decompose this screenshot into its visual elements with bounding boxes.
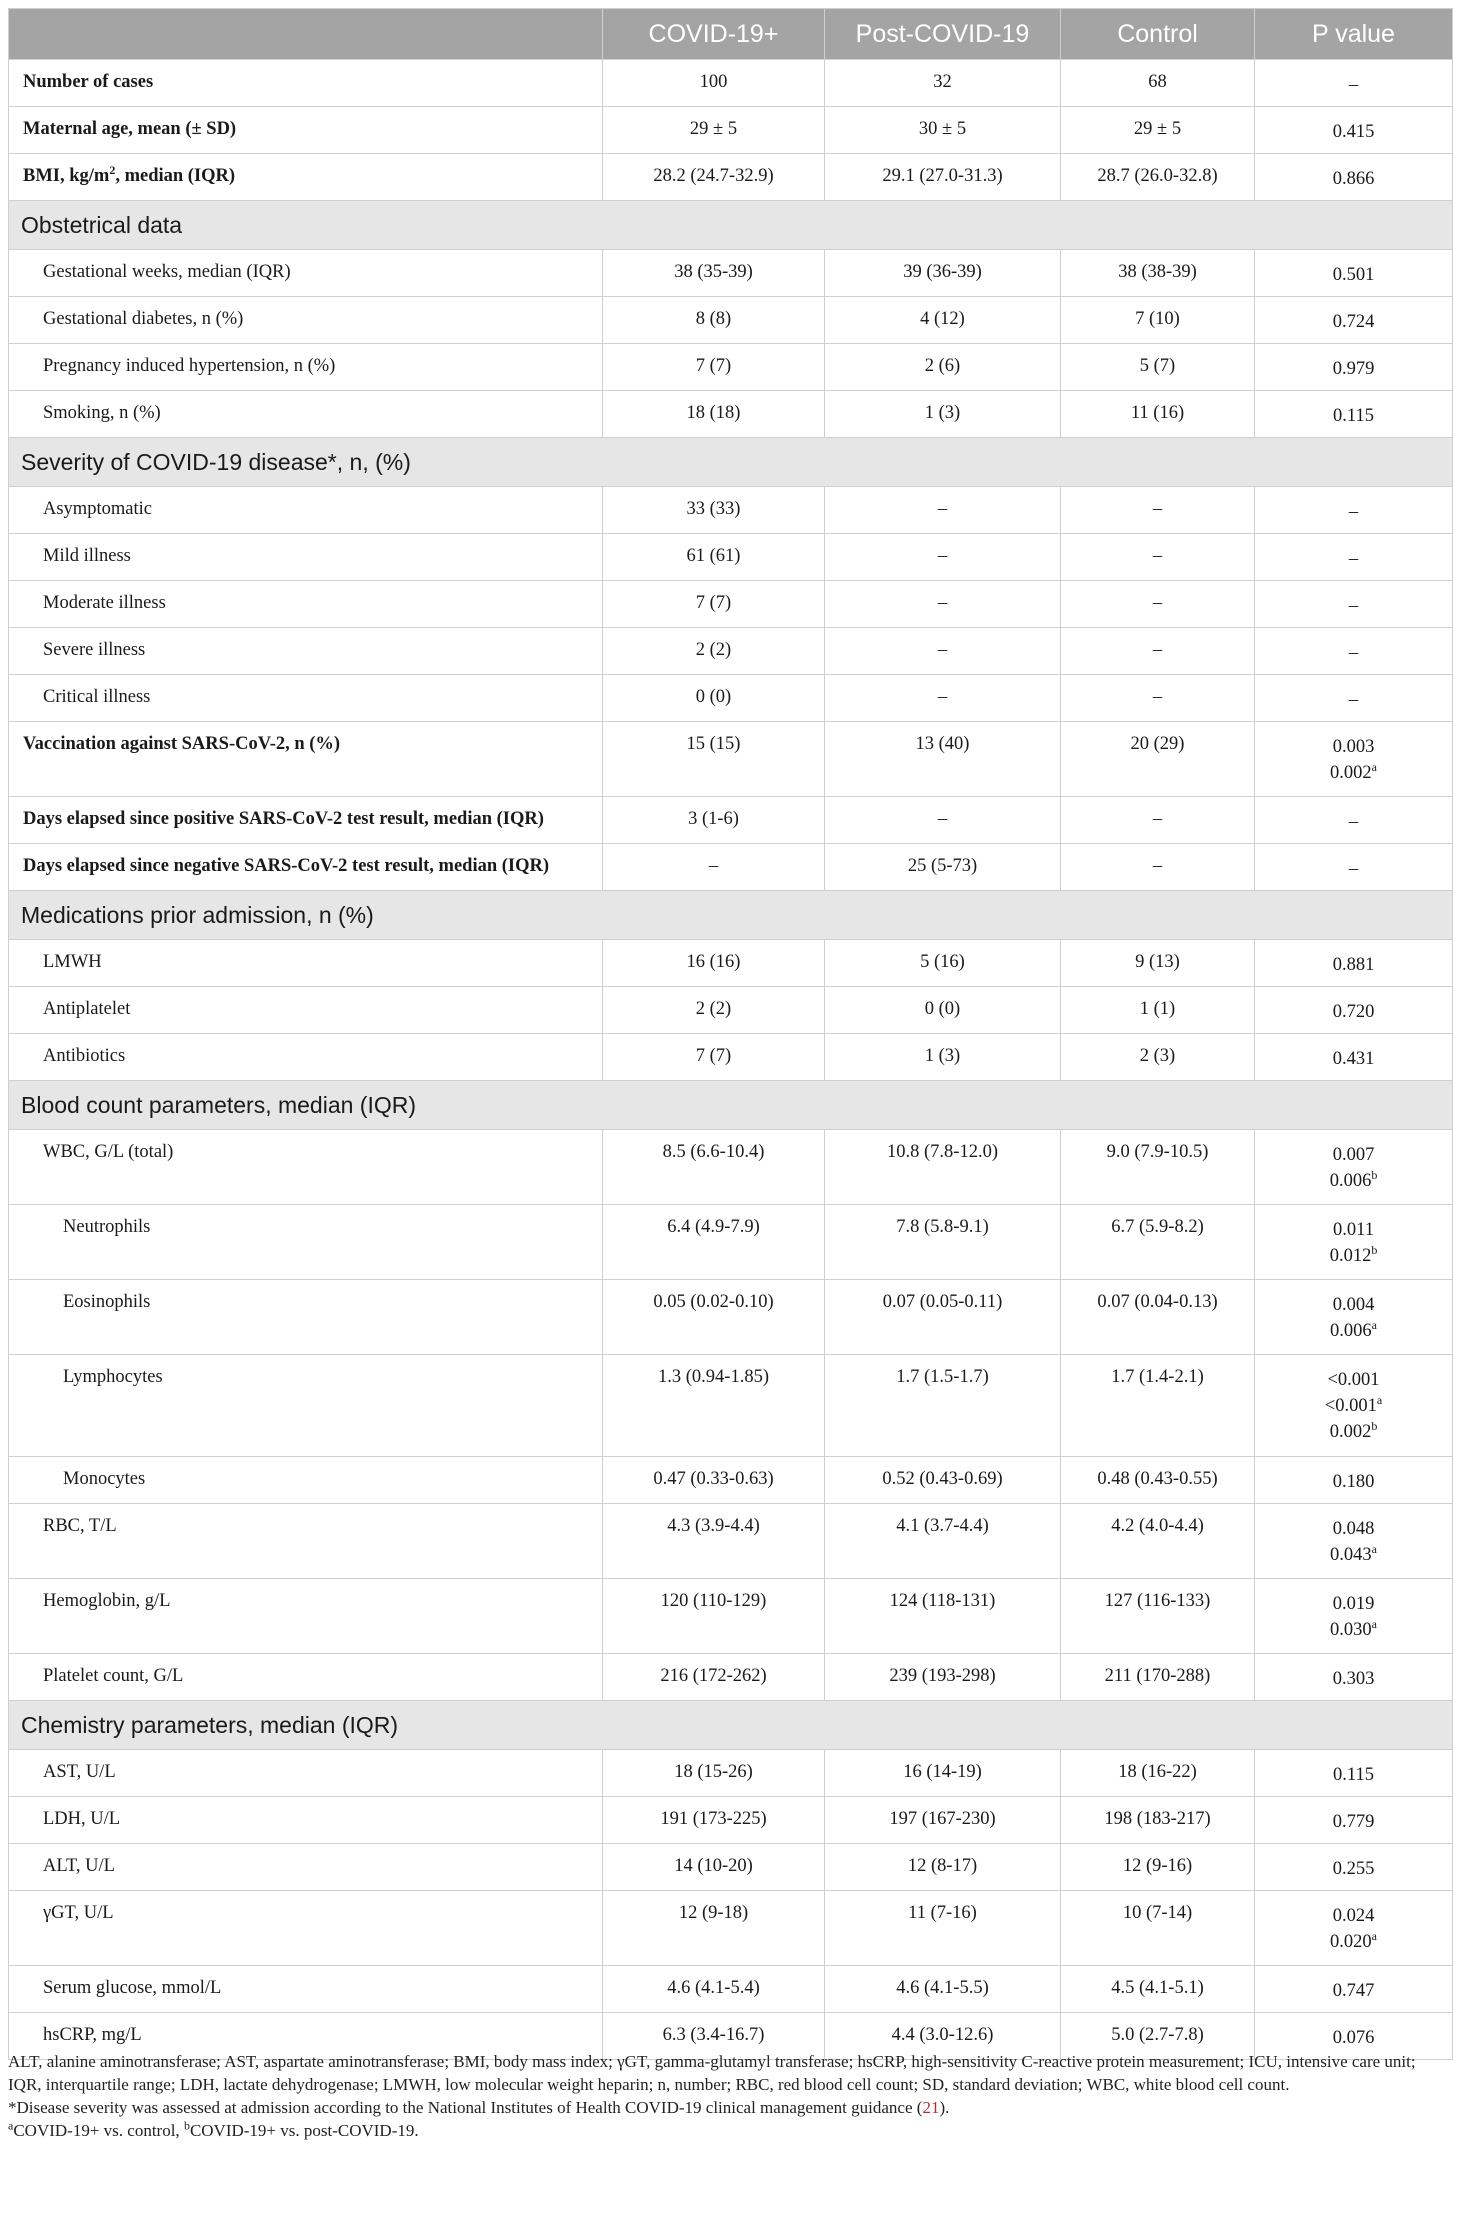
p-value: 0.501 xyxy=(1332,265,1375,285)
covid-value-cell: 33 (33) xyxy=(603,487,825,534)
p-value: 0.020$^a$ xyxy=(1330,1928,1377,1952)
row-label: hsCRP, mg/L xyxy=(9,2013,603,2060)
section-title: Severity of COVID-19 disease*, n, (%) xyxy=(9,438,1453,487)
section-title: Chemistry parameters, median (IQR) xyxy=(9,1701,1453,1750)
p-value: 0.019 xyxy=(1332,1594,1375,1614)
row-label: RBC, T/L xyxy=(9,1504,603,1579)
covid-value-cell: – xyxy=(603,844,825,891)
table-row xyxy=(9,1579,1453,1654)
covid-value-cell: 1.3 (0.94-1.85) xyxy=(603,1355,825,1457)
covid-value-cell: 3 (1-6) xyxy=(603,797,825,844)
control-value-cell: 10 (7-14) xyxy=(1061,1891,1255,1966)
table-row xyxy=(9,1654,1453,1701)
row-label: LMWH xyxy=(9,940,603,987)
p-value: 0.720 xyxy=(1332,1002,1375,1022)
covid-value-cell: 12 (9-18) xyxy=(603,1891,825,1966)
p-value: 0.006$^b$ xyxy=(1329,1167,1378,1191)
table-row xyxy=(9,1504,1453,1579)
control-value-cell: 127 (116-133) xyxy=(1061,1579,1255,1654)
p-value: 0.431 xyxy=(1332,1049,1375,1069)
post-covid-value-cell: 13 (40) xyxy=(825,722,1061,797)
post-covid-value-cell: – xyxy=(825,675,1061,722)
p-value: – xyxy=(1348,549,1359,569)
p-value-cell xyxy=(1255,1654,1453,1701)
p-value: 0.303 xyxy=(1332,1669,1375,1689)
post-covid-value-cell: 197 (167-230) xyxy=(825,1797,1061,1844)
covid-value-cell: 16 (16) xyxy=(603,940,825,987)
control-value-cell: – xyxy=(1061,534,1255,581)
table-row xyxy=(9,250,1453,297)
covid-value-cell: 15 (15) xyxy=(603,722,825,797)
table-row xyxy=(9,581,1453,628)
covid-value-cell: 18 (18) xyxy=(603,391,825,438)
post-covid-value-cell: 16 (14-19) xyxy=(825,1750,1061,1797)
table-row xyxy=(9,1355,1453,1457)
post-covid-value-cell: 32 xyxy=(825,60,1061,107)
p-value: – xyxy=(1348,859,1359,879)
post-covid-value-cell: 0.52 (0.43-0.69) xyxy=(825,1457,1061,1504)
p-value-cell xyxy=(1255,844,1453,891)
p-value: 0.866 xyxy=(1332,169,1375,189)
row-label: Asymptomatic xyxy=(9,487,603,534)
p-value-cell xyxy=(1255,628,1453,675)
covid-value-cell: 18 (15-26) xyxy=(603,1750,825,1797)
p-value-cell xyxy=(1255,940,1453,987)
table-row xyxy=(9,1750,1453,1797)
control-value-cell: 6.7 (5.9-8.2) xyxy=(1061,1205,1255,1280)
covid-value-cell: 0.05 (0.02-0.10) xyxy=(603,1280,825,1355)
control-value-cell: 1.7 (1.4-2.1) xyxy=(1061,1355,1255,1457)
control-value-cell: 18 (16-22) xyxy=(1061,1750,1255,1797)
table-row xyxy=(9,391,1453,438)
section-header-row xyxy=(9,201,1453,250)
row-label: LDH, U/L xyxy=(9,1797,603,1844)
control-value-cell: 198 (183-217) xyxy=(1061,1797,1255,1844)
p-value: 0.002$^a$ xyxy=(1330,759,1377,783)
row-label: ALT, U/L xyxy=(9,1844,603,1891)
post-covid-value-cell: 11 (7-16) xyxy=(825,1891,1061,1966)
p-value-cell xyxy=(1255,1130,1453,1205)
control-value-cell: – xyxy=(1061,675,1255,722)
post-covid-value-cell: 0 (0) xyxy=(825,987,1061,1034)
control-value-cell: 20 (29) xyxy=(1061,722,1255,797)
post-covid-value-cell: 0.07 (0.05-0.11) xyxy=(825,1280,1061,1355)
table-body xyxy=(9,60,1453,2060)
control-value-cell: 9.0 (7.9-10.5) xyxy=(1061,1130,1255,1205)
post-covid-value-cell: 10.8 (7.8-12.0) xyxy=(825,1130,1061,1205)
row-label: Eosinophils xyxy=(9,1280,603,1355)
control-value-cell: 5 (7) xyxy=(1061,344,1255,391)
p-value: 0.881 xyxy=(1332,955,1375,975)
section-title: Blood count parameters, median (IQR) xyxy=(9,1081,1453,1130)
row-label: Gestational weeks, median (IQR) xyxy=(9,250,603,297)
table-row xyxy=(9,1130,1453,1205)
p-value: – xyxy=(1348,643,1359,663)
control-value-cell: 68 xyxy=(1061,60,1255,107)
p-value: 0.747 xyxy=(1332,1981,1375,2001)
p-value-cell xyxy=(1255,297,1453,344)
covid-value-cell: 7 (7) xyxy=(603,1034,825,1081)
table-header-row xyxy=(9,9,1453,60)
p-value-cell xyxy=(1255,1891,1453,1966)
covid-value-cell: 28.2 (24.7-32.9) xyxy=(603,154,825,201)
control-value-cell: 29 ± 5 xyxy=(1061,107,1255,154)
p-value: 0.012$^b$ xyxy=(1329,1242,1378,1266)
p-value-cell xyxy=(1255,675,1453,722)
post-covid-value-cell: 1 (3) xyxy=(825,391,1061,438)
post-covid-value-cell: 39 (36-39) xyxy=(825,250,1061,297)
post-covid-value-cell: – xyxy=(825,534,1061,581)
control-value-cell: – xyxy=(1061,797,1255,844)
p-value-cell xyxy=(1255,1966,1453,2013)
table-row xyxy=(9,1457,1453,1504)
table-row xyxy=(9,1891,1453,1966)
covid-value-cell: 120 (110-129) xyxy=(603,1579,825,1654)
control-value-cell: 1 (1) xyxy=(1061,987,1255,1034)
section-header-row xyxy=(9,1081,1453,1130)
control-value-cell: 2 (3) xyxy=(1061,1034,1255,1081)
section-header-row xyxy=(9,891,1453,940)
table-row xyxy=(9,1966,1453,2013)
control-value-cell: 9 (13) xyxy=(1061,940,1255,987)
control-value-cell: 5.0 (2.7-7.8) xyxy=(1061,2013,1255,2060)
table-row xyxy=(9,940,1453,987)
covid-value-cell: 38 (35-39) xyxy=(603,250,825,297)
table-row xyxy=(9,107,1453,154)
p-value: 0.002$^b$ xyxy=(1329,1418,1378,1442)
p-value: 0.724 xyxy=(1332,312,1375,332)
table-row xyxy=(9,675,1453,722)
row-label: Hemoglobin, g/L xyxy=(9,1579,603,1654)
post-covid-value-cell: – xyxy=(825,581,1061,628)
p-value-cell xyxy=(1255,1205,1453,1280)
table-footnotes xyxy=(8,2050,1452,2142)
covid-value-cell: 2 (2) xyxy=(603,987,825,1034)
p-value-cell xyxy=(1255,1750,1453,1797)
table-row xyxy=(9,1034,1453,1081)
covid-value-cell: 4.6 (4.1-5.4) xyxy=(603,1966,825,2013)
table-row xyxy=(9,60,1453,107)
p-value-cell xyxy=(1255,797,1453,844)
control-value-cell: 11 (16) xyxy=(1061,391,1255,438)
post-covid-value-cell: – xyxy=(825,797,1061,844)
p-value: – xyxy=(1348,812,1359,832)
p-value: 0.115 xyxy=(1333,1765,1374,1785)
table-row xyxy=(9,1844,1453,1891)
section-header-row xyxy=(9,1701,1453,1750)
row-label: AST, U/L xyxy=(9,1750,603,1797)
control-value-cell: 4.5 (4.1-5.1) xyxy=(1061,1966,1255,2013)
row-label: Antiplatelet xyxy=(9,987,603,1034)
post-covid-value-cell: 124 (118-131) xyxy=(825,1579,1061,1654)
p-value-cell xyxy=(1255,1504,1453,1579)
covid-value-cell: 0 (0) xyxy=(603,675,825,722)
table-row xyxy=(9,1205,1453,1280)
table-row xyxy=(9,722,1453,797)
p-value-cell xyxy=(1255,987,1453,1034)
post-covid-value-cell: 30 ± 5 xyxy=(825,107,1061,154)
table-row xyxy=(9,797,1453,844)
p-value: 0.006$^a$ xyxy=(1330,1317,1377,1341)
p-value-cell xyxy=(1255,722,1453,797)
p-value-cell xyxy=(1255,1457,1453,1504)
p-value-cell xyxy=(1255,391,1453,438)
section-header-row xyxy=(9,438,1453,487)
row-label: Smoking, n (%) xyxy=(9,391,603,438)
table-row xyxy=(9,844,1453,891)
header-cell-blank xyxy=(9,9,603,60)
post-covid-value-cell: 4 (12) xyxy=(825,297,1061,344)
p-value-cell xyxy=(1255,1579,1453,1654)
p-value: <0.001$^a$ xyxy=(1324,1392,1383,1416)
p-value: 0.003 xyxy=(1332,737,1375,757)
severity-note: *Disease severity was assessed at admission according to the National Institutes of Health COVID-19 clinical management guidance (21). xyxy=(8,2098,950,2117)
covid-value-cell: 29 ± 5 xyxy=(603,107,825,154)
p-value: – xyxy=(1348,596,1359,616)
table-row xyxy=(9,297,1453,344)
p-value: 0.255 xyxy=(1332,1859,1375,1879)
post-covid-value-cell: 4.6 (4.1-5.5) xyxy=(825,1966,1061,2013)
reference-link[interactable]: 21 xyxy=(922,2098,940,2117)
p-value: 0.779 xyxy=(1332,1812,1375,1832)
section-title: Obstetrical data xyxy=(9,201,1453,250)
p-value: 0.024 xyxy=(1332,1906,1375,1926)
row-label: Severe illness xyxy=(9,628,603,675)
table-row xyxy=(9,1797,1453,1844)
control-value-cell: 7 (10) xyxy=(1061,297,1255,344)
post-covid-value-cell: 12 (8-17) xyxy=(825,1844,1061,1891)
p-value: 0.007 xyxy=(1332,1145,1375,1165)
row-label: Number of cases xyxy=(9,60,603,107)
row-label: Antibiotics xyxy=(9,1034,603,1081)
row-label: BMI, $kg/m^2$, median (IQR) xyxy=(9,154,603,201)
row-label: Days elapsed since positive SARS-CoV-2 test result, median (IQR) xyxy=(9,797,603,844)
p-value: – xyxy=(1348,502,1359,522)
row-label: Moderate illness xyxy=(9,581,603,628)
p-value: 0.043$^a$ xyxy=(1330,1541,1377,1565)
covid-value-cell: 2 (2) xyxy=(603,628,825,675)
covid-value-cell: 14 (10-20) xyxy=(603,1844,825,1891)
post-covid-value-cell: 29.1 (27.0-31.3) xyxy=(825,154,1061,201)
p-value-cell xyxy=(1255,60,1453,107)
post-covid-value-cell: 1.7 (1.5-1.7) xyxy=(825,1355,1061,1457)
covid-value-cell: 61 (61) xyxy=(603,534,825,581)
post-covid-value-cell: – xyxy=(825,487,1061,534)
section-title: Medications prior admission, n (%) xyxy=(9,891,1453,940)
control-value-cell: 4.2 (4.0-4.4) xyxy=(1061,1504,1255,1579)
table-row xyxy=(9,344,1453,391)
covid-value-cell: 8.5 (6.6-10.4) xyxy=(603,1130,825,1205)
table-row xyxy=(9,487,1453,534)
row-label: Lymphocytes xyxy=(9,1355,603,1457)
data-table xyxy=(8,8,1453,2060)
table-row xyxy=(9,1280,1453,1355)
control-value-cell: 211 (170-288) xyxy=(1061,1654,1255,1701)
p-value: – xyxy=(1348,690,1359,710)
p-value-cell xyxy=(1255,534,1453,581)
header-cell-p-value: P value xyxy=(1255,9,1453,60)
row-label: γGT, U/L xyxy=(9,1891,603,1966)
p-value-cell xyxy=(1255,107,1453,154)
comparison-note: $^a$COVID-19+ vs. control, $^b$COVID-19+ vs. post-COVID-19. xyxy=(8,2118,419,2140)
header-cell-covid: COVID-19+ xyxy=(603,9,825,60)
row-label: Platelet count, G/L xyxy=(9,1654,603,1701)
row-label: Gestational diabetes, n (%) xyxy=(9,297,603,344)
row-label: Critical illness xyxy=(9,675,603,722)
control-value-cell: – xyxy=(1061,628,1255,675)
row-label: Maternal age, mean (± SD) xyxy=(9,107,603,154)
post-covid-value-cell: 239 (193-298) xyxy=(825,1654,1061,1701)
p-value-cell xyxy=(1255,1280,1453,1355)
control-value-cell: – xyxy=(1061,487,1255,534)
row-label: WBC, G/L (total) xyxy=(9,1130,603,1205)
p-value: 0.415 xyxy=(1332,122,1375,142)
covid-value-cell: 4.3 (3.9-4.4) xyxy=(603,1504,825,1579)
row-label: Serum glucose, mmol/L xyxy=(9,1966,603,2013)
p-value-cell xyxy=(1255,1797,1453,1844)
p-value-cell xyxy=(1255,1844,1453,1891)
control-value-cell: 0.48 (0.43-0.55) xyxy=(1061,1457,1255,1504)
p-value: 0.004 xyxy=(1332,1295,1375,1315)
p-value: 0.011 xyxy=(1333,1220,1374,1240)
p-value-cell xyxy=(1255,250,1453,297)
table-row xyxy=(9,534,1453,581)
post-covid-value-cell: 5 (16) xyxy=(825,940,1061,987)
abbreviations-note: ALT, alanine aminotransferase; AST, aspartate aminotransferase; BMI, body mass index; γGT, gamma-glutamyl transferase; hsCRP, high-sensitivity C-reactive protein measurement; ICU, intensive care unit; IQR, interquartile range; LDH, lactate dehydrogenase; LMWH, low molecular weight heparin; n, number; RBC, red blood cell count; SD, standard deviation; WBC, white blood cell count. xyxy=(8,2052,1416,2094)
post-covid-value-cell: 2 (6) xyxy=(825,344,1061,391)
covid-value-cell: 7 (7) xyxy=(603,344,825,391)
p-value-cell xyxy=(1255,487,1453,534)
control-value-cell: 38 (38-39) xyxy=(1061,250,1255,297)
row-label: Pregnancy induced hypertension, n (%) xyxy=(9,344,603,391)
covid-value-cell: 0.47 (0.33-0.63) xyxy=(603,1457,825,1504)
post-covid-value-cell: 4.4 (3.0-12.6) xyxy=(825,2013,1061,2060)
covid-value-cell: 7 (7) xyxy=(603,581,825,628)
covid-value-cell: 191 (173-225) xyxy=(603,1797,825,1844)
covid-value-cell: 8 (8) xyxy=(603,297,825,344)
post-covid-value-cell: 7.8 (5.8-9.1) xyxy=(825,1205,1061,1280)
p-value-cell xyxy=(1255,1355,1453,1457)
p-value-cell xyxy=(1255,581,1453,628)
post-covid-value-cell: 25 (5-73) xyxy=(825,844,1061,891)
covid-value-cell: 100 xyxy=(603,60,825,107)
table-row xyxy=(9,628,1453,675)
p-value: <0.001 xyxy=(1327,1370,1380,1390)
row-label: Vaccination against SARS-CoV-2, n (%) xyxy=(9,722,603,797)
row-label: Monocytes xyxy=(9,1457,603,1504)
table-row xyxy=(9,987,1453,1034)
p-value: 0.076 xyxy=(1332,2028,1375,2048)
control-value-cell: 28.7 (26.0-32.8) xyxy=(1061,154,1255,201)
control-value-cell: – xyxy=(1061,581,1255,628)
header-cell-post-covid: Post-COVID-19 xyxy=(825,9,1061,60)
p-value: 0.030$^a$ xyxy=(1330,1616,1377,1640)
p-value: 0.048 xyxy=(1332,1519,1375,1539)
p-value: 0.979 xyxy=(1332,359,1375,379)
p-value-cell xyxy=(1255,1034,1453,1081)
p-value-cell xyxy=(1255,154,1453,201)
control-value-cell: 0.07 (0.04-0.13) xyxy=(1061,1280,1255,1355)
row-label: Mild illness xyxy=(9,534,603,581)
p-value: – xyxy=(1348,75,1359,95)
p-value: 0.180 xyxy=(1332,1472,1375,1492)
post-covid-value-cell: 1 (3) xyxy=(825,1034,1061,1081)
p-value-cell xyxy=(1255,344,1453,391)
header-cell-control: Control xyxy=(1061,9,1255,60)
row-label: Neutrophils xyxy=(9,1205,603,1280)
p-value: 0.115 xyxy=(1333,406,1374,426)
control-value-cell: – xyxy=(1061,844,1255,891)
control-value-cell: 12 (9-16) xyxy=(1061,1844,1255,1891)
post-covid-value-cell: 4.1 (3.7-4.4) xyxy=(825,1504,1061,1579)
covid-value-cell: 6.4 (4.9-7.9) xyxy=(603,1205,825,1280)
row-label: Days elapsed since negative SARS-CoV-2 test result, median (IQR) xyxy=(9,844,603,891)
post-covid-value-cell: – xyxy=(825,628,1061,675)
table-row xyxy=(9,154,1453,201)
covid-value-cell: 6.3 (3.4-16.7) xyxy=(603,2013,825,2060)
covid-value-cell: 216 (172-262) xyxy=(603,1654,825,1701)
